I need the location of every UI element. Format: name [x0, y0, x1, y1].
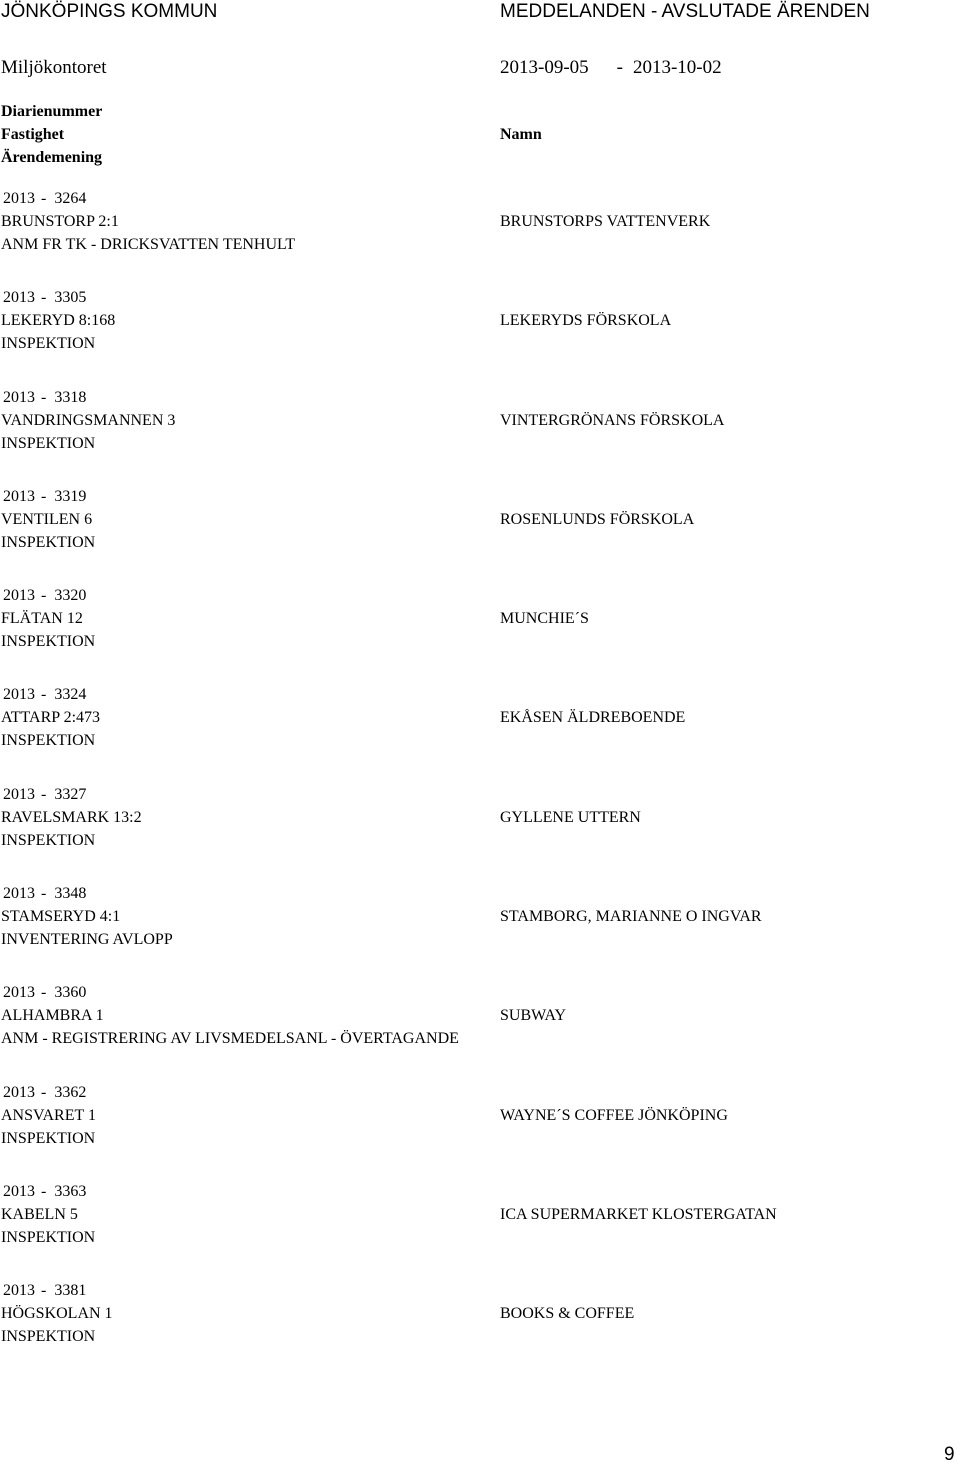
case-name: BRUNSTORPS VATTENVERK [500, 213, 711, 230]
case-property: HÖGSKOLAN 1 [1, 1305, 113, 1323]
case-year: 2013 [3, 289, 35, 307]
case-record [0, 683, 960, 782]
case-year: 2013 [3, 885, 35, 903]
case-serial: 3264 [54, 190, 87, 207]
case-year: 2013 [3, 487, 35, 505]
case-record [0, 981, 960, 1080]
case-property: ANSVARET 1 [1, 1106, 96, 1124]
case-subject: INSPEKTION [1, 533, 96, 551]
case-property: ATTARP 2:473 [1, 709, 101, 727]
case-name: LEKERYDS FÖRSKOLA [500, 312, 672, 330]
case-number [1, 485, 95, 508]
case-serial: 3362 [54, 1083, 87, 1101]
case-name: MUNCHIE´S [500, 610, 589, 628]
case-subject: INSPEKTION [1, 1228, 96, 1246]
case-name: WAYNE´S COFFEE JÖNKÖPING [500, 1106, 728, 1124]
case-serial: 3305 [54, 289, 87, 307]
case-number [1, 1279, 113, 1302]
case-property: VANDRINGSMANNEN 3 [1, 411, 176, 429]
case-subject: INSPEKTION [1, 335, 96, 353]
case-record [0, 485, 960, 584]
case-number [1, 286, 115, 309]
column-header-property: Fastighet [1, 126, 65, 143]
case-record [0, 286, 960, 385]
case-subject: INSPEKTION [1, 434, 96, 452]
case-property: KABELN 5 [1, 1205, 78, 1223]
case-number-separator: - [41, 487, 47, 505]
case-property: LEKERYD 8:168 [1, 312, 116, 330]
page-header [0, 0, 960, 30]
case-subject: ANM FR TK - DRICKSVATTEN TENHULT [1, 236, 296, 253]
case-subject: INSPEKTION [1, 1328, 96, 1346]
case-property: ALHAMBRA 1 [1, 1007, 104, 1025]
period-to: 2013-10-02 [632, 57, 722, 78]
case-property: STAMSERYD 4:1 [1, 908, 121, 926]
case-subject: ANM - REGISTRERING AV LIVSMEDELSANL - ÖVERTAGANDE [1, 1030, 459, 1048]
case-record [0, 1081, 960, 1180]
case-number [1, 882, 173, 905]
organization-name: JÖNKÖPINGS KOMMUN [1, 1, 218, 22]
case-year: 2013 [3, 686, 35, 704]
column-headers-left [1, 100, 102, 169]
case-record [0, 1180, 960, 1279]
case-name: SUBWAY [500, 1007, 567, 1025]
case-number [1, 1081, 96, 1104]
case-serial: 3320 [54, 587, 87, 605]
column-header-name: Namn [500, 126, 542, 143]
case-number [1, 981, 459, 1004]
report-period [500, 56, 722, 80]
case-year: 2013 [3, 1282, 35, 1300]
case-name: ICA SUPERMARKET KLOSTERGATAN [500, 1205, 777, 1223]
case-number [1, 386, 175, 409]
case-number-separator: - [41, 686, 47, 704]
case-year: 2013 [3, 587, 35, 605]
case-number [1, 187, 295, 210]
case-number-separator: - [41, 1083, 47, 1101]
case-serial: 3324 [54, 686, 87, 704]
case-record [0, 187, 960, 286]
case-name: BOOKS & COFFEE [500, 1305, 635, 1323]
case-subject: INSPEKTION [1, 1129, 96, 1147]
case-year: 2013 [3, 1083, 35, 1101]
column-headers [0, 100, 960, 170]
case-property: FLÄTAN 12 [1, 610, 83, 628]
case-number-separator: - [41, 289, 47, 307]
case-record [0, 1279, 960, 1378]
case-number-separator: - [41, 587, 47, 605]
case-name: ROSENLUNDS FÖRSKOLA [500, 510, 695, 528]
case-year: 2013 [3, 388, 35, 406]
case-serial: 3360 [54, 984, 87, 1002]
case-year: 2013 [3, 785, 35, 803]
case-record [0, 386, 960, 485]
report-title: MEDDELANDEN - AVSLUTADE ÄRENDEN [500, 1, 870, 22]
column-header-case-number: Diarienummer [1, 103, 103, 120]
case-subject: INSPEKTION [1, 732, 96, 750]
case-name: VINTERGRÖNANS FÖRSKOLA [500, 411, 725, 429]
case-serial: 3318 [54, 388, 87, 406]
case-subject: INSPEKTION [1, 633, 96, 651]
case-number-separator: - [41, 1282, 47, 1300]
case-year: 2013 [3, 1182, 35, 1200]
case-number-separator: - [41, 190, 47, 207]
case-number [1, 584, 95, 607]
case-number-separator: - [41, 388, 47, 406]
page-number: 9 [944, 1444, 955, 1465]
case-property: RAVELSMARK 13:2 [1, 808, 142, 826]
case-serial: 3319 [54, 487, 87, 505]
case-record [0, 882, 960, 981]
case-list [0, 187, 960, 1379]
case-name: GYLLENE UTTERN [500, 808, 641, 826]
case-year: 2013 [3, 190, 35, 207]
office-name: Miljökontoret [1, 57, 107, 78]
case-serial: 3363 [54, 1182, 87, 1200]
case-year: 2013 [3, 984, 35, 1002]
case-property: VENTILEN 6 [1, 510, 93, 528]
case-name: EKÅSEN ÄLDREBOENDE [500, 709, 686, 727]
case-record [0, 783, 960, 882]
column-header-subject: Ärendemening [1, 149, 103, 166]
case-property: BRUNSTORP 2:1 [1, 213, 119, 230]
case-record [0, 584, 960, 683]
period-from: 2013-09-05 [500, 57, 589, 78]
case-number [1, 683, 100, 706]
case-name: STAMBORG, MARIANNE O INGVAR [500, 908, 762, 926]
report-subheader [0, 56, 960, 82]
case-serial: 3327 [54, 785, 87, 803]
case-number-separator: - [41, 885, 47, 903]
period-separator: - [616, 57, 623, 78]
case-number [1, 1180, 95, 1203]
case-serial: 3348 [54, 885, 87, 903]
case-number-separator: - [41, 785, 47, 803]
case-number [1, 783, 142, 806]
case-subject: INVENTERING AVLOPP [1, 931, 173, 949]
case-number-separator: - [41, 1182, 47, 1200]
case-number-separator: - [41, 984, 47, 1002]
case-subject: INSPEKTION [1, 831, 96, 849]
case-serial: 3381 [54, 1282, 87, 1300]
